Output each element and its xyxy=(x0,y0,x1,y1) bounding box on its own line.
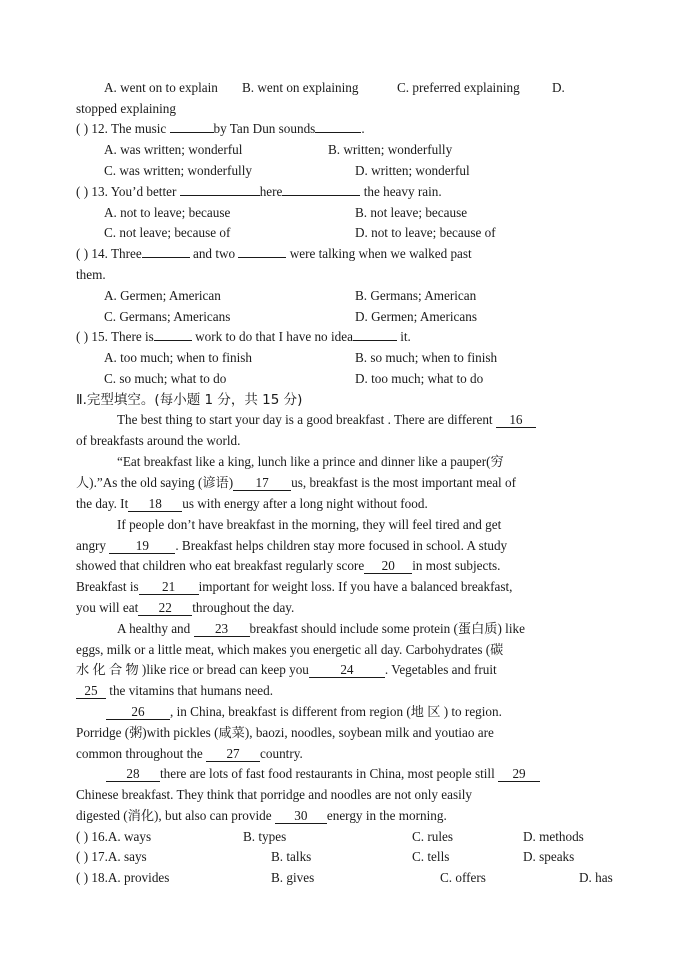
blank-25[interactable]: 25 xyxy=(76,684,106,699)
question-text: The music xyxy=(110,121,167,136)
q14-option-d: D. Germen; Americans xyxy=(355,309,477,324)
blank-29[interactable]: 29 xyxy=(498,767,540,782)
answer-paren: ( ) 13. xyxy=(76,184,108,199)
q17-option-b: B. talks xyxy=(271,849,312,864)
blank-19[interactable]: 19 xyxy=(109,539,175,554)
answer-blank[interactable] xyxy=(315,132,361,133)
passage-text: Breakfast is xyxy=(76,579,139,594)
q16-option-a: ( ) 16.A. ways xyxy=(76,829,152,844)
passage-text: A healthy and xyxy=(117,621,191,636)
passage-text: breakfast should include some protein (蛋白质) like xyxy=(249,621,525,636)
q11-option-a: A. went on to explain xyxy=(104,80,218,95)
passage-line: eggs, milk or a little meat, which makes you energetic all day. Carbohydrates (碳 xyxy=(76,642,504,657)
passage-line xyxy=(76,475,516,491)
passage-text: The best thing to start your day is a good breakfast . There are different xyxy=(117,412,493,427)
answer-paren: ( ) 14. xyxy=(76,246,108,261)
blank-21[interactable]: 21 xyxy=(139,580,199,595)
passage-text: angry xyxy=(76,538,107,553)
question-text: work to do that I have no idea xyxy=(195,329,353,344)
answer-paren: ( ) 15. xyxy=(76,329,108,344)
q17-row xyxy=(76,849,147,865)
question-text: the heavy rain. xyxy=(363,184,442,199)
passage-line: Chinese breakfast. They think that porridge and noodles are not only easily xyxy=(76,787,473,802)
q17-option-a: ( ) 17.A. says xyxy=(76,849,147,864)
passage-text: the day. It xyxy=(76,496,129,511)
question-text: here xyxy=(259,184,283,199)
q18-option-c: C. offers xyxy=(440,870,486,885)
blank-16[interactable]: 16 xyxy=(496,413,536,428)
passage-text: in most subjects. xyxy=(412,558,501,573)
q18-option-d: D. has xyxy=(579,870,613,885)
passage-text: you will eat xyxy=(76,600,139,615)
blank-23[interactable]: 23 xyxy=(194,622,250,637)
q13-option-c: C. not leave; because of xyxy=(104,225,231,240)
q15-option-a: A. too much; when to finish xyxy=(104,350,252,365)
passage-line xyxy=(76,808,447,824)
question-14 xyxy=(76,246,472,262)
passage-text: there are lots of fast food restaurants in China, most people still xyxy=(160,766,495,781)
q18-option-a: ( ) 18.A. provides xyxy=(76,870,170,885)
passage-line xyxy=(106,704,502,720)
q17-option-d: D. speaks xyxy=(523,849,575,864)
passage-text: common throughout the xyxy=(76,746,203,761)
q16-option-c: C. rules xyxy=(412,829,454,844)
q16-option-b: B. types xyxy=(243,829,287,844)
passage-line xyxy=(117,621,525,637)
q18-option-b: B. gives xyxy=(271,870,315,885)
question-text: by Tan Dun sounds xyxy=(213,121,316,136)
passage-text: 人).”As the old saying (谚语) xyxy=(76,475,234,490)
passage-text: energy in the morning. xyxy=(326,808,447,823)
passage-text: 水 化 合 物 )like rice or bread can keep you xyxy=(76,662,309,677)
question-text: were talking when we walked past xyxy=(289,246,472,261)
q12-option-c: C. was written; wonderfully xyxy=(104,163,252,178)
q11-option-d-text: stopped explaining xyxy=(76,101,176,116)
blank-18[interactable]: 18 xyxy=(128,497,182,512)
passage-text: the vitamins that humans need. xyxy=(109,683,274,698)
q12-option-a: A. was written; wonderful xyxy=(104,142,243,157)
passage-line xyxy=(76,496,428,512)
question-text: and two xyxy=(192,246,236,261)
q11-option-c: C. preferred explaining xyxy=(397,80,520,95)
blank-17[interactable]: 17 xyxy=(233,476,291,491)
answer-blank[interactable] xyxy=(170,132,214,133)
blank-27[interactable]: 27 xyxy=(206,747,260,762)
answer-blank[interactable] xyxy=(353,340,397,341)
blank-26[interactable]: 26 xyxy=(106,705,170,720)
answer-paren: ( ) 12. xyxy=(76,121,108,136)
blank-28[interactable]: 28 xyxy=(106,767,160,782)
passage-line xyxy=(76,662,497,678)
passage-line xyxy=(76,538,507,554)
passage-text: us with energy after a long night without food. xyxy=(182,496,428,511)
q18-row xyxy=(76,870,169,886)
question-text: Three xyxy=(110,246,142,261)
q14-stem-continued: them. xyxy=(76,267,106,282)
answer-blank[interactable] xyxy=(142,257,190,258)
passage-text: us, breakfast is the most important meal of xyxy=(291,475,516,490)
passage-line xyxy=(106,766,540,782)
passage-text: country. xyxy=(260,746,303,761)
answer-blank[interactable] xyxy=(180,195,260,196)
passage-line xyxy=(76,558,500,574)
question-15 xyxy=(76,329,411,345)
section-heading: Ⅱ.完型填空。(每小题 1 分，共 15 分) xyxy=(76,392,303,408)
passage-line: “Eat breakfast like a king, lunch like a prince and dinner like a pauper(穷 xyxy=(117,454,504,469)
q14-option-b: B. Germans; American xyxy=(355,288,477,303)
passage-text: . Breakfast helps children stay more focused in school. A study xyxy=(175,538,508,553)
passage-line xyxy=(76,600,294,616)
question-text: There is xyxy=(110,329,154,344)
q17-option-c: C. tells xyxy=(412,849,450,864)
passage-line xyxy=(76,579,512,595)
answer-blank[interactable] xyxy=(154,340,192,341)
q15-option-b: B. so much; when to finish xyxy=(355,350,498,365)
q12-option-d: D. written; wonderful xyxy=(355,163,470,178)
q16-option-d: D. methods xyxy=(523,829,584,844)
q16-row xyxy=(76,829,151,845)
passage-line: If people don’t have breakfast in the morning, they will feel tired and get xyxy=(117,517,502,532)
blank-20[interactable]: 20 xyxy=(364,559,412,574)
question-13 xyxy=(76,184,442,200)
blank-30[interactable]: 30 xyxy=(275,809,327,824)
q14-option-a: A. Germen; American xyxy=(104,288,221,303)
passage-text: digested (消化), but also can provide xyxy=(76,808,272,823)
q13-option-a: A. not to leave; because xyxy=(104,205,231,220)
passage-line xyxy=(117,412,536,428)
passage-line: Porridge (粥)with pickles (咸菜), baozi, noodles, soybean milk and youtiao are xyxy=(76,725,494,740)
answer-blank[interactable] xyxy=(282,195,360,196)
question-text: . xyxy=(361,121,365,136)
passage-line xyxy=(76,683,273,699)
passage-text: important for weight loss. If you have a balanced breakfast, xyxy=(198,579,513,594)
q11-option-b: B. went on explaining xyxy=(242,80,359,95)
passage-text: showed that children who eat breakfast regularly score xyxy=(76,558,365,573)
q15-option-d: D. too much; what to do xyxy=(355,371,484,386)
q14-option-c: C. Germans; Americans xyxy=(104,309,231,324)
blank-22[interactable]: 22 xyxy=(138,601,192,616)
q11-option-d-letter: D. xyxy=(552,80,565,95)
question-text: You’d better xyxy=(110,184,177,199)
passage-line: of breakfasts around the world. xyxy=(76,433,241,448)
q13-option-b: B. not leave; because xyxy=(355,205,468,220)
blank-24[interactable]: 24 xyxy=(309,663,385,678)
answer-blank[interactable] xyxy=(238,257,286,258)
q15-option-c: C. so much; what to do xyxy=(104,371,227,386)
passage-text: throughout the day. xyxy=(192,600,295,615)
passage-line xyxy=(76,746,303,762)
question-12 xyxy=(76,121,365,137)
q13-option-d: D. not to leave; because of xyxy=(355,225,496,240)
passage-text: . Vegetables and fruit xyxy=(384,662,497,677)
question-text: it. xyxy=(400,329,411,344)
q12-option-b: B. written; wonderfully xyxy=(328,142,453,157)
passage-text: , in China, breakfast is different from region (地 区 ) to region. xyxy=(170,704,502,719)
